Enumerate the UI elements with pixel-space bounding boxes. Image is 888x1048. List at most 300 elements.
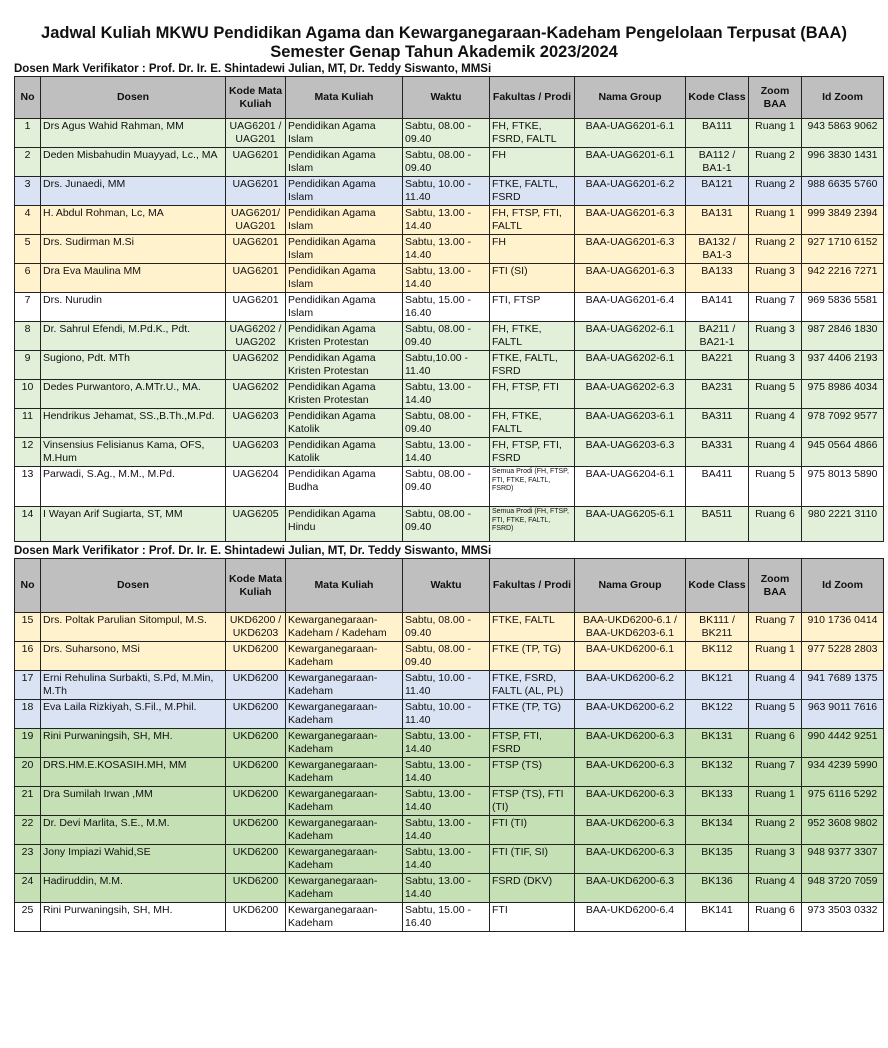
cell-zoom: Ruang 3 [749,322,802,351]
cell-no: 24 [15,874,41,903]
cell-dosen: Dra Eva Maulina MM [41,264,226,293]
cell-id: 996 3830 1431 [802,148,884,177]
header-mata-kuliah: Mata Kuliah [286,77,403,119]
cell-group: BAA-UAG6201-6.3 [575,264,686,293]
header-dosen: Dosen [41,559,226,613]
cell-mk: Kewarganegaraan-Kadeham / Kadeham [286,613,403,642]
cell-group: BAA-UAG6201-6.2 [575,177,686,206]
cell-dosen: Rini Purwaningsih, SH, MH. [41,729,226,758]
header-zoom-baa: Zoom BAA [749,77,802,119]
header-fakultas: Fakultas / Prodi [490,559,575,613]
cell-dosen: Drs. Sudirman M.Si [41,235,226,264]
cell-zoom: Ruang 6 [749,507,802,542]
cell-fak: FH [490,148,575,177]
cell-kelas: BA211 / BA21-1 [686,322,749,351]
cell-dosen: H. Abdul Rohman, Lc, MA [41,206,226,235]
cell-fak: FTSP (TS) [490,758,575,787]
cell-fak: FSRD (DKV) [490,874,575,903]
cell-no: 25 [15,903,41,932]
cell-no: 19 [15,729,41,758]
table-row [15,758,884,787]
cell-group: BAA-UAG6201-6.1 [575,119,686,148]
cell-kode: UKD6200 [226,816,286,845]
cell-group: BAA-UAG6204-6.1 [575,467,686,507]
table-row [15,642,884,671]
cell-zoom: Ruang 4 [749,438,802,467]
cell-zoom: Ruang 7 [749,293,802,322]
cell-no: 6 [15,264,41,293]
cell-fak: FH, FTSP, FTI, FALTL [490,206,575,235]
cell-zoom: Ruang 6 [749,729,802,758]
table-row [15,206,884,235]
cell-zoom: Ruang 4 [749,874,802,903]
cell-mk: Pendidikan Agama Islam [286,206,403,235]
cell-id: 988 6635 5760 [802,177,884,206]
cell-id: 943 5863 9062 [802,119,884,148]
cell-fak: FTSP, FTI, FSRD [490,729,575,758]
cell-mk: Kewarganegaraan-Kadeham [286,845,403,874]
cell-kode: UAG6201/ UAG201 [226,206,286,235]
cell-fak: FH, FTKE, FSRD, FALTL [490,119,575,148]
header-no: No [15,77,41,119]
cell-kode: UKD6200 [226,758,286,787]
cell-zoom: Ruang 6 [749,903,802,932]
cell-group: BAA-UAG6202-6.1 [575,351,686,380]
table-header-row [15,559,884,613]
cell-group: BAA-UKD6200-6.3 [575,787,686,816]
cell-waktu: Sabtu, 08.00 - 09.40 [403,507,490,542]
cell-zoom: Ruang 7 [749,758,802,787]
cell-group: BAA-UKD6200-6.1 / BAA-UKD6203-6.1 [575,613,686,642]
cell-fak: FH, FTKE, FALTL [490,322,575,351]
cell-dosen: Hadiruddin, M.M. [41,874,226,903]
cell-kode: UKD6200 [226,729,286,758]
cell-dosen: Erni Rehulina Surbakti, S.Pd, M.Min, M.Th [41,671,226,700]
cell-group: BAA-UAG6205-6.1 [575,507,686,542]
cell-kelas: BA112 / BA1-1 [686,148,749,177]
cell-kelas: BK112 [686,642,749,671]
cell-kode: UAG6202 / UAG202 [226,322,286,351]
cell-kode: UAG6201 [226,293,286,322]
cell-no: 8 [15,322,41,351]
verifikator-label: Dosen Mark Verifikator : Prof. Dr. Ir. E. Shintadewi Julian, MT, Dr. Teddy Siswanto, MMSi [14,63,492,75]
cell-kode: UKD6200 [226,700,286,729]
table-row [15,177,884,206]
cell-fak: FH, FTSP, FTI [490,380,575,409]
cell-no: 5 [15,235,41,264]
cell-id: 948 3720 7059 [802,874,884,903]
cell-fak: FTI [490,903,575,932]
cell-mk: Kewarganegaraan-Kadeham [286,642,403,671]
cell-zoom: Ruang 1 [749,119,802,148]
cell-mk: Kewarganegaraan-Kadeham [286,729,403,758]
document-subtitle: Semester Genap Tahun Akademik 2023/2024 [270,43,618,61]
cell-group: BAA-UKD6200-6.2 [575,671,686,700]
cell-no: 13 [15,467,41,507]
cell-id: 952 3608 9802 [802,816,884,845]
table-row [15,264,884,293]
cell-group: BAA-UKD6200-6.3 [575,845,686,874]
table-header-row [15,77,884,119]
cell-no: 15 [15,613,41,642]
cell-kode: UAG6205 [226,507,286,542]
cell-kelas: BA131 [686,206,749,235]
table-row [15,293,884,322]
cell-id: 941 7689 1375 [802,671,884,700]
cell-kelas: BA121 [686,177,749,206]
cell-fak: FTI (TI) [490,816,575,845]
header-no: No [15,559,41,613]
cell-id: 990 4442 9251 [802,729,884,758]
header-waktu: Waktu [403,77,490,119]
header-kode-mk: Kode Mata Kuliah [226,559,286,613]
cell-group: BAA-UAG6202-6.1 [575,322,686,351]
header-kode-class: Kode Class [686,77,749,119]
cell-zoom: Ruang 1 [749,206,802,235]
cell-waktu: Sabtu, 13.00 - 14.40 [403,874,490,903]
cell-waktu: Sabtu,10.00 - 11.40 [403,351,490,380]
cell-kelas: BA311 [686,409,749,438]
cell-kelas: BK141 [686,903,749,932]
cell-zoom: Ruang 1 [749,787,802,816]
cell-dosen: Dr. Devi Marlita, S.E., M.M. [41,816,226,845]
cell-group: BAA-UAG6201-6.4 [575,293,686,322]
cell-kode: UKD6200 [226,845,286,874]
table-row [15,874,884,903]
cell-zoom: Ruang 3 [749,845,802,874]
cell-fak: FTKE (TP, TG) [490,700,575,729]
cell-waktu: Sabtu, 15.00 - 16.40 [403,293,490,322]
table-row [15,729,884,758]
cell-waktu: Sabtu, 13.00 - 14.40 [403,816,490,845]
cell-waktu: Sabtu, 08.00 - 09.40 [403,642,490,671]
cell-kelas: BK136 [686,874,749,903]
cell-no: 21 [15,787,41,816]
cell-waktu: Sabtu, 13.00 - 14.40 [403,845,490,874]
cell-id: 934 4239 5990 [802,758,884,787]
cell-dosen: DRS.HM.E.KOSASIH.MH, MM [41,758,226,787]
cell-group: BAA-UKD6200-6.3 [575,874,686,903]
table-row [15,700,884,729]
table-row [15,787,884,816]
cell-dosen: Jony Impiazi Wahid,SE [41,845,226,874]
cell-mk: Pendidikan Agama Hindu [286,507,403,542]
cell-id: 942 2216 7271 [802,264,884,293]
table-row [15,351,884,380]
cell-zoom: Ruang 2 [749,177,802,206]
header-kode-mk: Kode Mata Kuliah [226,77,286,119]
cell-zoom: Ruang 3 [749,264,802,293]
cell-group: BAA-UAG6201-6.1 [575,148,686,177]
cell-waktu: Sabtu, 10.00 - 11.40 [403,177,490,206]
cell-id: 975 8986 4034 [802,380,884,409]
cell-no: 1 [15,119,41,148]
table-row [15,409,884,438]
table-row [15,845,884,874]
cell-mk: Pendidikan Agama Islam [286,235,403,264]
table-row [15,322,884,351]
cell-dosen: Drs Agus Wahid Rahman, MM [41,119,226,148]
cell-no: 14 [15,507,41,542]
cell-waktu: Sabtu, 13.00 - 14.40 [403,264,490,293]
cell-dosen: Vinsensius Felisianus Kama, OFS, M.Hum [41,438,226,467]
cell-waktu: Sabtu, 13.00 - 14.40 [403,729,490,758]
cell-mk: Pendidikan Agama Kristen Protestan [286,322,403,351]
cell-dosen: Drs. Junaedi, MM [41,177,226,206]
cell-dosen: Drs. Nurudin [41,293,226,322]
cell-mk: Pendidikan Agama Katolik [286,438,403,467]
cell-kelas: BA231 [686,380,749,409]
cell-fak: FH [490,235,575,264]
cell-zoom: Ruang 4 [749,671,802,700]
verifikator-label-2: Dosen Mark Verifikator : Prof. Dr. Ir. E. Shintadewi Julian, MT, Dr. Teddy Siswanto, MMSi [14,545,492,557]
header-kode-class: Kode Class [686,559,749,613]
schedule-table-kewarganegaraan [14,558,884,932]
document-title: Jadwal Kuliah MKWU Pendidikan Agama dan Kewarganegaraan-Kadeham Pengelolaan Terpusat (BAA) [41,24,847,42]
cell-dosen: Drs. Poltak Parulian Sitompul, M.S. [41,613,226,642]
cell-kelas: BA221 [686,351,749,380]
table-row [15,671,884,700]
header-id-zoom: Id Zoom [802,77,884,119]
cell-fak: FTKE, FALTL, FSRD [490,177,575,206]
cell-no: 17 [15,671,41,700]
cell-zoom: Ruang 5 [749,380,802,409]
cell-waktu: Sabtu, 13.00 - 14.40 [403,380,490,409]
cell-zoom: Ruang 3 [749,351,802,380]
cell-kode: UAG6201 [226,177,286,206]
header-fakultas: Fakultas / Prodi [490,77,575,119]
table-row [15,438,884,467]
cell-fak: FTKE, FALTL, FSRD [490,351,575,380]
cell-mk: Pendidikan Agama Islam [286,293,403,322]
cell-no: 11 [15,409,41,438]
cell-kelas: BK122 [686,700,749,729]
cell-group: BAA-UKD6200-6.3 [575,758,686,787]
cell-kode: UKD6200 [226,671,286,700]
cell-id: 977 5228 2803 [802,642,884,671]
cell-no: 16 [15,642,41,671]
cell-id: 980 2221 3110 [802,507,884,542]
cell-fak: FTI (TIF, SI) [490,845,575,874]
cell-group: BAA-UAG6203-6.1 [575,409,686,438]
cell-kelas: BA511 [686,507,749,542]
cell-waktu: Sabtu, 13.00 - 14.40 [403,235,490,264]
table-row [15,507,884,542]
cell-waktu: Sabtu, 13.00 - 14.40 [403,758,490,787]
cell-no: 10 [15,380,41,409]
header-id-zoom: Id Zoom [802,559,884,613]
cell-kelas: BA111 [686,119,749,148]
cell-fak: FTSP (TS), FTI (TI) [490,787,575,816]
table-row [15,380,884,409]
cell-group: BAA-UKD6200-6.3 [575,729,686,758]
cell-id: 948 9377 3307 [802,845,884,874]
cell-waktu: Sabtu, 08.00 - 09.40 [403,613,490,642]
cell-kode: UAG6204 [226,467,286,507]
cell-zoom: Ruang 2 [749,816,802,845]
cell-mk: Pendidikan Agama Islam [286,177,403,206]
cell-kode: UKD6200 [226,874,286,903]
cell-id: 927 1710 6152 [802,235,884,264]
cell-mk: Pendidikan Agama Islam [286,264,403,293]
table-row [15,816,884,845]
cell-kelas: BA411 [686,467,749,507]
cell-no: 18 [15,700,41,729]
cell-mk: Kewarganegaraan-Kadeham [286,903,403,932]
cell-zoom: Ruang 7 [749,613,802,642]
cell-mk: Kewarganegaraan-Kadeham [286,671,403,700]
table-row [15,119,884,148]
table-row [15,903,884,932]
cell-mk: Kewarganegaraan-Kadeham [286,874,403,903]
cell-kelas: BA141 [686,293,749,322]
cell-dosen: Drs. Suharsono, MSi [41,642,226,671]
cell-group: BAA-UKD6200-6.1 [575,642,686,671]
cell-waktu: Sabtu, 13.00 - 14.40 [403,438,490,467]
cell-kelas: BK111 / BK211 [686,613,749,642]
cell-dosen: Deden Misbahudin Muayyad, Lc., MA [41,148,226,177]
cell-kelas: BK132 [686,758,749,787]
cell-kode: UAG6202 [226,351,286,380]
cell-dosen: Dedes Purwantoro, A.MTr.U., MA. [41,380,226,409]
cell-kelas: BA331 [686,438,749,467]
cell-dosen: Hendrikus Jehamat, SS.,B.Th.,M.Pd. [41,409,226,438]
cell-mk: Kewarganegaraan-Kadeham [286,816,403,845]
header-dosen: Dosen [41,77,226,119]
cell-dosen: Rini Purwaningsih, SH, MH. [41,903,226,932]
header-nama-group: Nama Group [575,77,686,119]
cell-no: 4 [15,206,41,235]
cell-kelas: BA132 / BA1-3 [686,235,749,264]
cell-group: BAA-UAG6203-6.3 [575,438,686,467]
cell-kelas: BK133 [686,787,749,816]
schedule-table-agama [14,76,884,542]
header-waktu: Waktu [403,559,490,613]
cell-group: BAA-UKD6200-6.4 [575,903,686,932]
cell-waktu: Sabtu, 08.00 - 09.40 [403,148,490,177]
cell-kode: UAG6202 [226,380,286,409]
cell-id: 975 6116 5292 [802,787,884,816]
cell-dosen: Sugiono, Pdt. MTh [41,351,226,380]
table-row [15,148,884,177]
cell-fak: Semua Prodi (FH, FTSP, FTI, FTKE, FALTL, FSRD) [490,507,575,542]
table-row [15,467,884,507]
cell-id: 963 9011 7616 [802,700,884,729]
cell-id: 999 3849 2394 [802,206,884,235]
cell-waktu: Sabtu, 08.00 - 09.40 [403,409,490,438]
cell-dosen: Dra Sumilah Irwan ,MM [41,787,226,816]
cell-fak: FTKE, FALTL [490,613,575,642]
cell-mk: Pendidikan Agama Kristen Protestan [286,380,403,409]
cell-no: 12 [15,438,41,467]
cell-dosen: Eva Laila Rizkiyah, S.Fil., M.Phil. [41,700,226,729]
cell-kode: UKD6200 [226,642,286,671]
cell-fak: FTKE (TP, TG) [490,642,575,671]
cell-no: 3 [15,177,41,206]
cell-kelas: BK131 [686,729,749,758]
cell-zoom: Ruang 5 [749,700,802,729]
cell-zoom: Ruang 2 [749,235,802,264]
cell-group: BAA-UAG6201-6.3 [575,206,686,235]
cell-group: BAA-UKD6200-6.3 [575,816,686,845]
cell-zoom: Ruang 1 [749,642,802,671]
table-row [15,613,884,642]
cell-mk: Pendidikan Agama Islam [286,119,403,148]
cell-id: 978 7092 9577 [802,409,884,438]
cell-kode: UAG6201 [226,235,286,264]
cell-mk: Pendidikan Agama Islam [286,148,403,177]
cell-kelas: BK134 [686,816,749,845]
cell-waktu: Sabtu, 13.00 - 14.40 [403,206,490,235]
cell-waktu: Sabtu, 13.00 - 14.40 [403,787,490,816]
header-zoom-baa: Zoom BAA [749,559,802,613]
cell-kelas: BK121 [686,671,749,700]
cell-no: 22 [15,816,41,845]
cell-fak: FH, FTKE, FALTL [490,409,575,438]
cell-kode: UAG6203 [226,409,286,438]
table-row [15,235,884,264]
cell-group: BAA-UAG6202-6.3 [575,380,686,409]
cell-kelas: BK135 [686,845,749,874]
cell-group: BAA-UKD6200-6.2 [575,700,686,729]
cell-id: 937 4406 2193 [802,351,884,380]
cell-no: 9 [15,351,41,380]
cell-kode: UAG6201 / UAG201 [226,119,286,148]
cell-id: 969 5836 5581 [802,293,884,322]
cell-mk: Pendidikan Agama Katolik [286,409,403,438]
cell-no: 7 [15,293,41,322]
cell-waktu: Sabtu, 08.00 - 09.40 [403,322,490,351]
cell-mk: Kewarganegaraan-Kadeham [286,700,403,729]
cell-no: 20 [15,758,41,787]
cell-mk: Kewarganegaraan-Kadeham [286,758,403,787]
header-mata-kuliah: Mata Kuliah [286,559,403,613]
cell-zoom: Ruang 5 [749,467,802,507]
cell-kode: UAG6201 [226,148,286,177]
cell-mk: Pendidikan Agama Kristen Protestan [286,351,403,380]
cell-mk: Kewarganegaraan-Kadeham [286,787,403,816]
cell-zoom: Ruang 2 [749,148,802,177]
cell-kode: UAG6203 [226,438,286,467]
cell-kode: UAG6201 [226,264,286,293]
cell-waktu: Sabtu, 08.00 - 09.40 [403,467,490,507]
cell-dosen: Dr. Sahrul Efendi, M.Pd.K., Pdt. [41,322,226,351]
cell-waktu: Sabtu, 15.00 - 16.40 [403,903,490,932]
cell-kode: UKD6200 [226,787,286,816]
cell-kode: UKD6200 [226,903,286,932]
cell-zoom: Ruang 4 [749,409,802,438]
cell-no: 23 [15,845,41,874]
cell-fak: Semua Prodi (FH, FTSP, FTI, FTKE, FALTL, FSRD) [490,467,575,507]
cell-waktu: Sabtu, 10.00 - 11.40 [403,700,490,729]
cell-id: 975 8013 5890 [802,467,884,507]
cell-id: 973 3503 0332 [802,903,884,932]
cell-fak: FTI, FTSP [490,293,575,322]
cell-waktu: Sabtu, 10.00 - 11.40 [403,671,490,700]
cell-fak: FTKE, FSRD, FALTL (AL, PL) [490,671,575,700]
cell-fak: FTI (SI) [490,264,575,293]
cell-fak: FH, FTSP, FTI, FSRD [490,438,575,467]
header-nama-group: Nama Group [575,559,686,613]
cell-dosen: Parwadi, S.Ag., M.M., M.Pd. [41,467,226,507]
cell-group: BAA-UAG6201-6.3 [575,235,686,264]
cell-dosen: I Wayan Arif Sugiarta, ST, MM [41,507,226,542]
cell-kode: UKD6200 / UKD6203 [226,613,286,642]
cell-waktu: Sabtu, 08.00 - 09.40 [403,119,490,148]
cell-kelas: BA133 [686,264,749,293]
cell-id: 910 1736 0414 [802,613,884,642]
cell-mk: Pendidikan Agama Budha [286,467,403,507]
